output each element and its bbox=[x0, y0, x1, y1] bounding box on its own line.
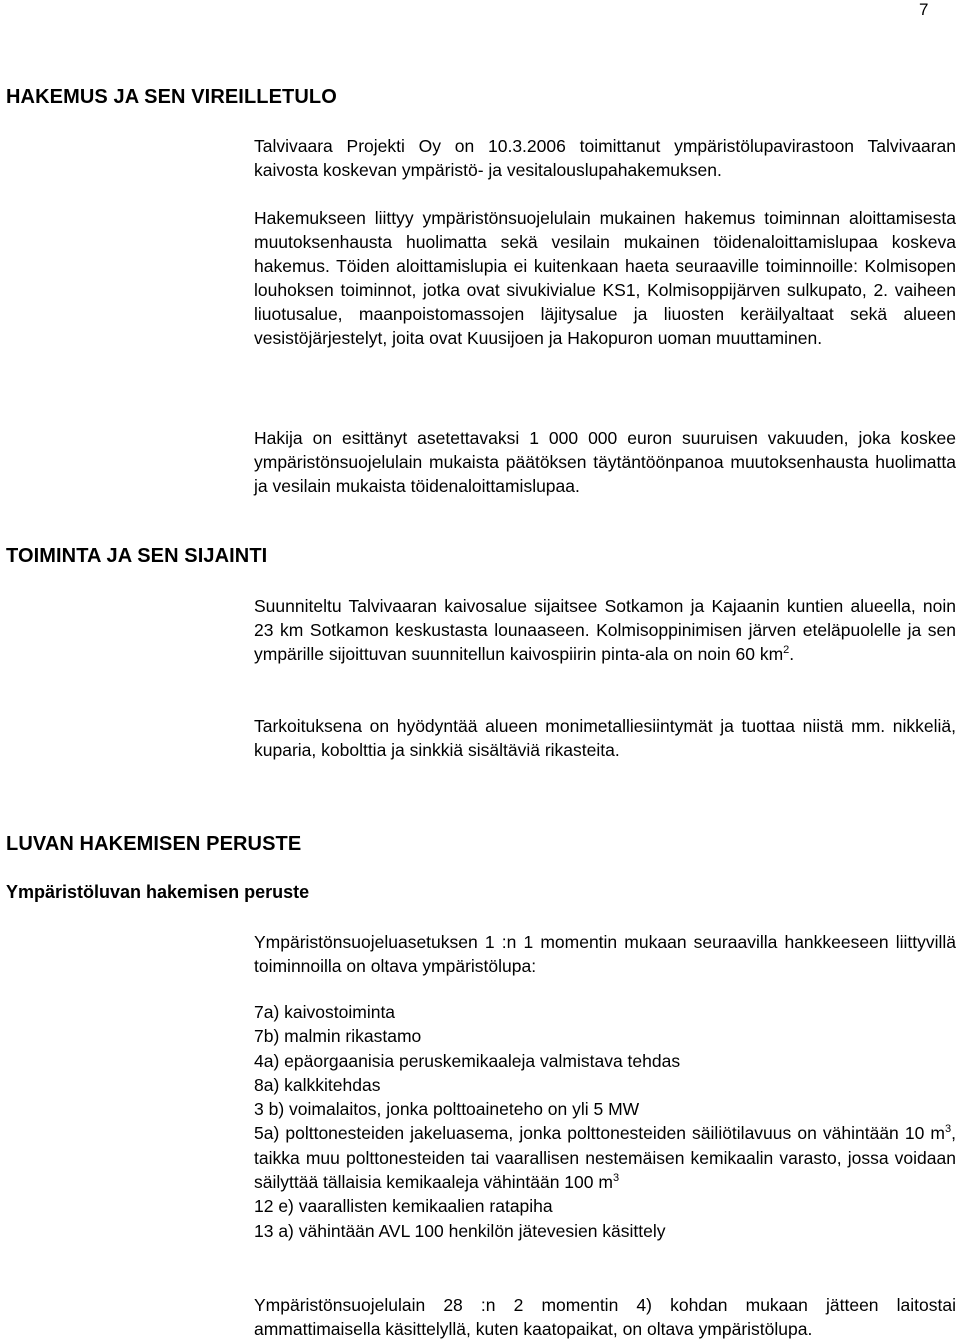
paragraph-toiminta-2: Tarkoituksena on hyödyntää alueen monimetalliesiintymät ja tuottaa niistä mm. nikkeliä, kuparia, kobolttia ja sinkkiä sisältäviä rikasteita. bbox=[254, 716, 956, 760]
list-item: 7a) kaivostoiminta bbox=[254, 1002, 396, 1022]
list-item: 4a) epäorgaanisia peruskemikaaleja valmistava tehdas bbox=[254, 1050, 681, 1071]
paragraph-toiminta-1-text: Suunniteltu Talvivaaran kaivosalue sijaitsee Sotkamon ja Kajaanin kuntien alueella, noin 23 km Sotkamon keskustasta lounaaseen. Kolmisoppinimisen järven eteläpuolelle ja sen ympärille sijoittuvan suunnitellun kaivospiirin pinta-ala on noin 60 km bbox=[254, 596, 956, 664]
subheading-ymparistoluvan: Ympäristöluvan hakemisen peruste bbox=[6, 882, 310, 902]
list-item: 13 a) vähintään AVL 100 henkilön jätevesien käsittely bbox=[254, 1220, 666, 1241]
paragraph-hakemus-2: Hakemukseen liittyy ympäristönsuojelulain mukainen hakemus toiminnan aloittamisesta muutoksenhausta huolimatta sekä vesilain mukainen töidenaloittamislupaa koskeva hakemus. Töiden aloittamislupia ei kuitenkaan haeta seuraaville toiminnoille: Kolmisopen louhoksen toiminnot, jotka ovat sivukivialue KS1, Kolmisoppijärven sulkupato, 2. vaiheen liuotusalue, maanpoistomassojen läjitysalue ja liuosten keräilyaltaat sekä alueen vesistöjärjestelyt, joita ovat Kuusijoen ja Hakopuron uoman muuttaminen. bbox=[254, 208, 956, 348]
section-heading-toiminta: TOIMINTA JA SEN SIJAINTI bbox=[6, 545, 268, 567]
paragraph-luvan-closing: Ympäristönsuojelulain 28 :n 2 momentin 4) kohdan mukaan jätteen laitostai ammattimaisella käsittelyllä, kuten kaatopaikat, on oltava ympäristölupa. bbox=[254, 1295, 956, 1339]
list-item: 3 b) voimalaitos, jonka polttoaineteho on yli 5 MW bbox=[254, 1099, 640, 1120]
list-item: 8a) kalkkitehdas bbox=[254, 1074, 381, 1095]
paragraph-luvan-intro: Ympäristönsuojeluasetuksen 1 :n 1 momentin mukaan seuraavilla hankkeeseen liittyvillä toiminnoilla on oltava ympäristölupa: bbox=[254, 932, 956, 976]
superscript-2: 2 bbox=[783, 644, 790, 657]
list-item-5a-part2: , taikka muu polttonesteiden tai vaarallisen nestemäisen kemikaalin varasto, jossa voidaan säilyttää tällaisia kemikaaleja vähintään 100 m bbox=[254, 1123, 956, 1193]
page-number: 7 bbox=[919, 0, 929, 19]
list-item bbox=[254, 1121, 956, 1194]
list-item: 7b) malmin rikastamo bbox=[254, 1026, 422, 1047]
paragraph-hakemus-3: Hakija on esittänyt asetettavaksi 1 000 000 euron suuruisen vakuuden, joka koskee ympäristönsuojelulain mukaista päätöksen täytäntöönpanoa muutoksenhausta huolimatta ja vesilain mukaista töidenaloittamislupaa. bbox=[254, 428, 956, 496]
list-item-5a-part1: 5a) polttonesteiden jakeluasema, jonka polttonesteiden säiliötilavuus on vähintään 10 m bbox=[254, 1123, 945, 1144]
list-item: 12 e) vaarallisten kemikaalien ratapiha bbox=[254, 1196, 553, 1217]
activity-list bbox=[254, 1000, 956, 1243]
superscript-3: 3 bbox=[945, 1123, 952, 1136]
paragraph-toiminta-1 bbox=[254, 594, 956, 666]
period: . bbox=[789, 644, 795, 664]
paragraph-hakemus-1: Talvivaara Projekti Oy on 10.3.2006 toimittanut ympäristölupavirastoon Talvivaaran kaivosta koskevan ympäristö- ja vesitalouslupahakemuksen. bbox=[254, 136, 956, 180]
superscript-3: 3 bbox=[612, 1172, 620, 1185]
section-heading-hakemus: HAKEMUS JA SEN VIREILLETULO bbox=[6, 86, 337, 108]
section-heading-luvan: LUVAN HAKEMISEN PERUSTE bbox=[6, 833, 302, 855]
